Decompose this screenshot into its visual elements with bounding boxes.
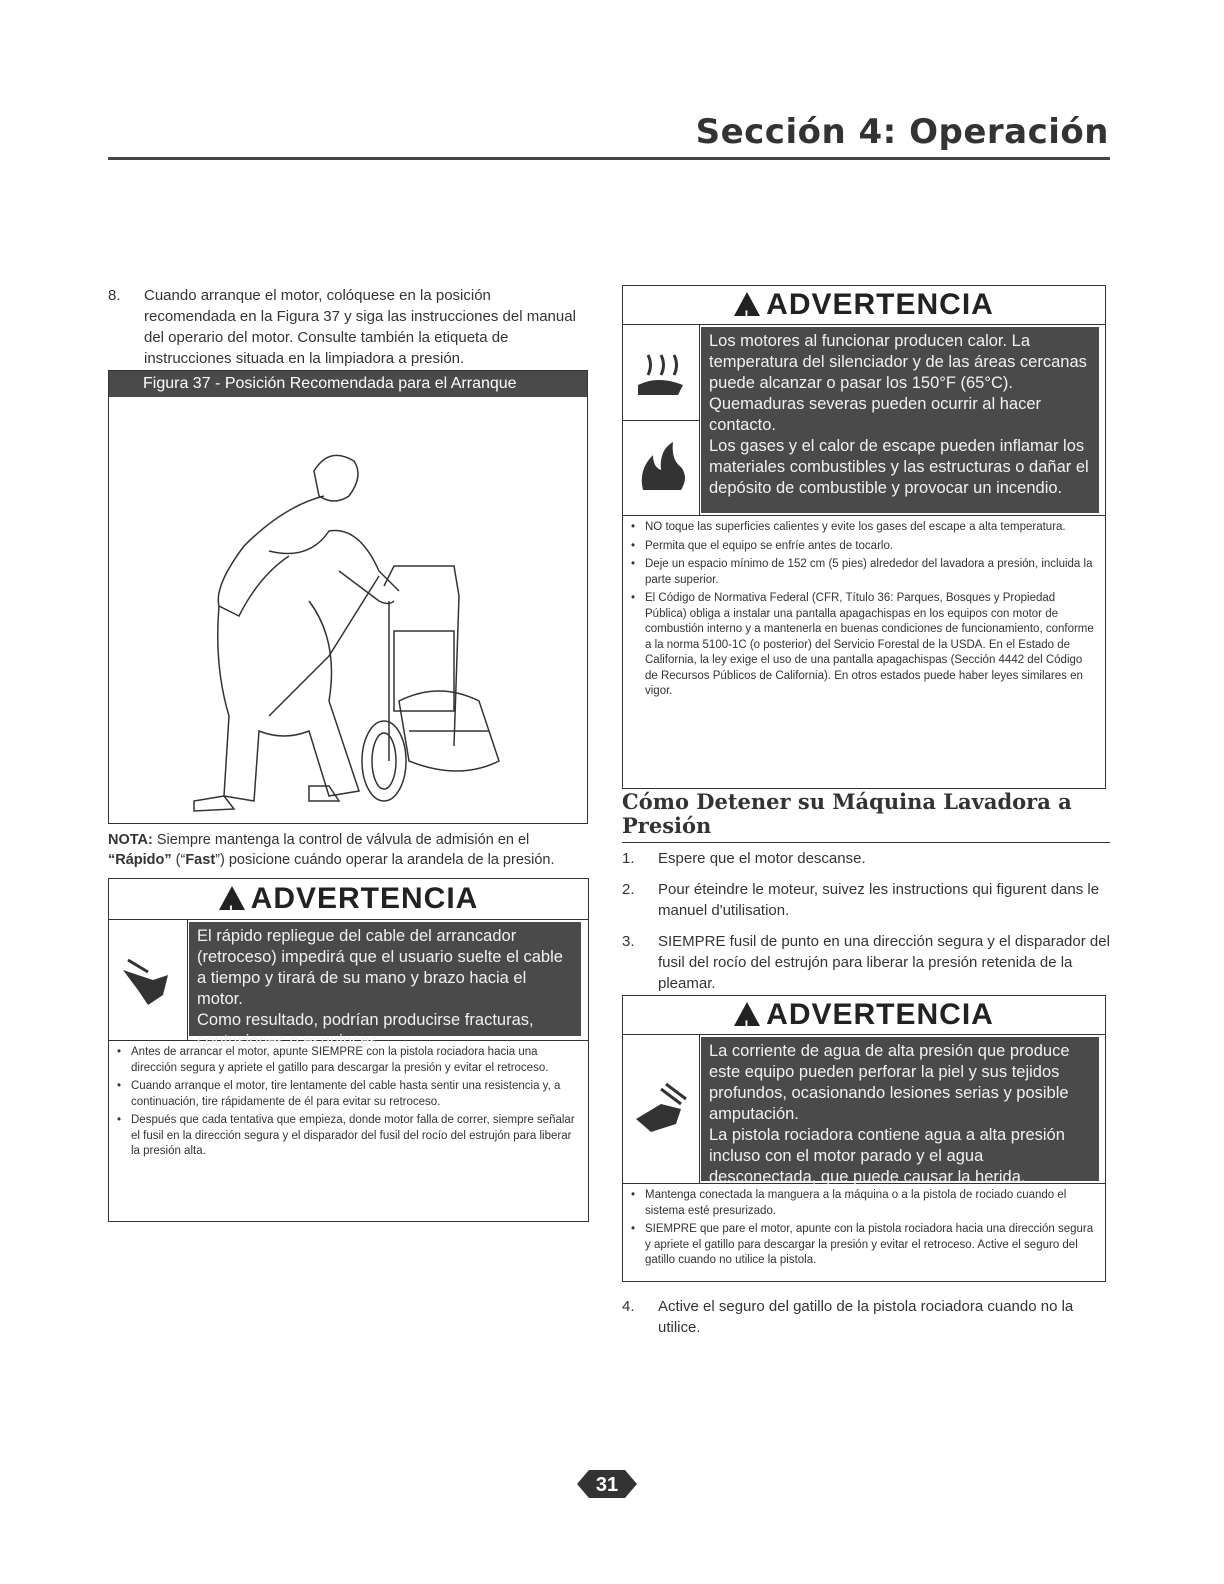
nota-label: NOTA:: [108, 832, 153, 848]
page-number-badge: [577, 1464, 637, 1504]
warning-message-2: Como resultado, podrían producirse fracturas, contusiones o esguinces.: [197, 1011, 534, 1050]
page-title: Sección 4: Operación: [695, 112, 1109, 152]
title-divider: [108, 157, 1110, 160]
nota-text: Siempre mantenga la control de válvula de admisión en el: [152, 832, 530, 848]
warning-heading: !ADVERTENCIA: [109, 879, 588, 919]
warning-message-1: La corriente de agua de alta presión que produce este equipo pueden perforar la piel y sus tejidos profundos, ocasionando lesiones serias y posible amputación.: [709, 1042, 1070, 1123]
man-starting-pressure-washer-illustration: [109, 401, 587, 821]
step-8-number: 8.: [108, 287, 121, 304]
warning-triangle-icon: [219, 886, 245, 910]
warning-message: [701, 1037, 1099, 1186]
warning-message-1: El rápido repliegue del cable del arrancador (retroceso) impedirá que el usuario suelte el cable a tiempo y tirará de su mano y brazo hacia el motor.: [197, 927, 563, 1008]
fire-icon: [623, 421, 700, 515]
warning-triangle-icon: [734, 292, 760, 316]
warning-message: [189, 922, 581, 1050]
water-jet-hand-icon: [623, 1035, 700, 1183]
hot-surface-icon: [623, 325, 700, 421]
step-item: 1. Espere que el motor descanse.: [622, 850, 866, 867]
nota-rapido: “Rápido”: [108, 852, 172, 868]
nota-text-end: ”) posicione cuándo operar la arandela de la presión.: [215, 852, 555, 868]
figure-37: [108, 370, 588, 824]
warning-box-recoil: [108, 878, 589, 1222]
page-number: 31: [595, 1474, 619, 1496]
bullet-item: • Después que cada tentativa que empieza, donde motor falla de correr, siempre señalar el fusil en la dirección segura y el disparador del fusil del rocío del estrujón para liberar la presión alta.: [131, 1113, 580, 1160]
step-item: 2. Pour éteindre le moteur, suivez les instructions qui figurent dans le manuel d'utilisation.: [622, 881, 1100, 919]
bullet-item: • Antes de arrancar el motor, apunte SIEMPRE con la pistola rociadora hacia una dirección segura y apriete el gatillo para descargar la presión y evitar el retroceso.: [131, 1045, 580, 1076]
warning-heading: !ADVERTENCIA: [623, 286, 1105, 324]
stop-steps: [622, 848, 1110, 1004]
bullet-item: • NO toque las superficies calientes y evite los gases del escape a alta temperatura.: [645, 520, 1097, 536]
nota-fast: Fast: [185, 852, 216, 868]
step-8-text: Cuando arranque el motor, colóquese en la posición recomendada en la Figura 37 y siga las instrucciones del manual del operario del motor. Consulte también la etiqueta de instrucciones situada en la limpiadora a presión.: [144, 287, 576, 367]
nota-paragraph: [108, 830, 588, 870]
warning-bullets: [109, 1040, 588, 1167]
heading-divider: [622, 842, 1110, 843]
bullet-item: • El Código de Normativa Federal (CFR, Título 36: Parques, Bosques y Propiedad Pública) obliga a instalar una pantalla apagachispas en los equipos con motor de combustión interno y a mantenerla en buenas condiciones de funcionamiento, conforme a la norma 5100-1C (o posterior) del Servicio Forestal de la USDA. En el Estado de California, la ley exige el uso de una pantalla apagachispas (Sección 4442 del Código de Recursos Públicos de California). En otros estados puede haber leyes similares en vigor.: [645, 591, 1097, 700]
warning-bullets: [623, 1183, 1105, 1276]
step-8: [108, 285, 583, 369]
bullet-item: • Deje un espacio mínimo de 152 cm (5 pies) alrededor del lavadora a presión, incluida la parte superior.: [645, 557, 1097, 588]
recoil-hand-icon: [109, 920, 188, 1040]
warning-box-high-pressure: [622, 995, 1106, 1282]
step-item: 4. Active el seguro del gatillo de la pistola rociadora cuando no la utilice.: [622, 1298, 1074, 1336]
warning-message-1: Los motores al funcionar producen calor. La temperatura del silenciador y de las áreas cercanas puede alcanzar o pasar los 150°F (65°C).: [709, 332, 1087, 392]
warning-message-2: La pistola rociadora contiene agua a alta presión incluso con el motor parado y el agua desconectada, que puede causar la herida.: [709, 1126, 1065, 1186]
nota-fast-open: (“: [171, 852, 186, 868]
bullet-item: • Mantenga conectada la manguera a la máquina o a la pistola de rociado cuando el sistema esté presurizado.: [645, 1188, 1097, 1219]
bullet-item: • SIEMPRE que pare el motor, apunte con la pistola rociadora hacia una dirección segura y apriete el gatillo para descargar la presión y evitar el retroceso. Active el seguro del gatillo cuando no utilice la pistola.: [645, 1222, 1097, 1269]
bullet-item: • Cuando arranque el motor, tire lentamente del cable hasta sentir una resistencia y, a continuación, tire rápidamente de él para evitar su retroceso.: [131, 1079, 580, 1110]
warning-box-heat: [622, 285, 1106, 789]
warning-triangle-icon: [734, 1002, 760, 1026]
warning-message: [701, 327, 1099, 513]
stop-steps-continued: [622, 1296, 1110, 1348]
section-heading-stop: Cómo Detener su Máquina Lavadora a Presión: [622, 789, 1072, 838]
bullet-item: • Permita que el equipo se enfríe antes de tocarlo.: [645, 539, 1097, 555]
warning-message-3: Los gases y el calor de escape pueden inflamar los materiales combustibles y las estructuras o dañar el depósito de combustible y provocar un incendio.: [709, 437, 1089, 497]
warning-bullets: [623, 515, 1105, 707]
warning-message-2: Quemaduras severas pueden ocurrir al hacer contacto.: [709, 395, 1042, 434]
step-item: 3. SIEMPRE fusil de punto en una dirección segura y el disparador del fusil del rocío del estrujón para liberar la presión retenida de la pleamar.: [622, 933, 1110, 992]
warning-heading: !ADVERTENCIA: [623, 996, 1105, 1034]
figure-caption: Figura 37 - Posición Recomendada para el Arranque: [109, 371, 587, 397]
